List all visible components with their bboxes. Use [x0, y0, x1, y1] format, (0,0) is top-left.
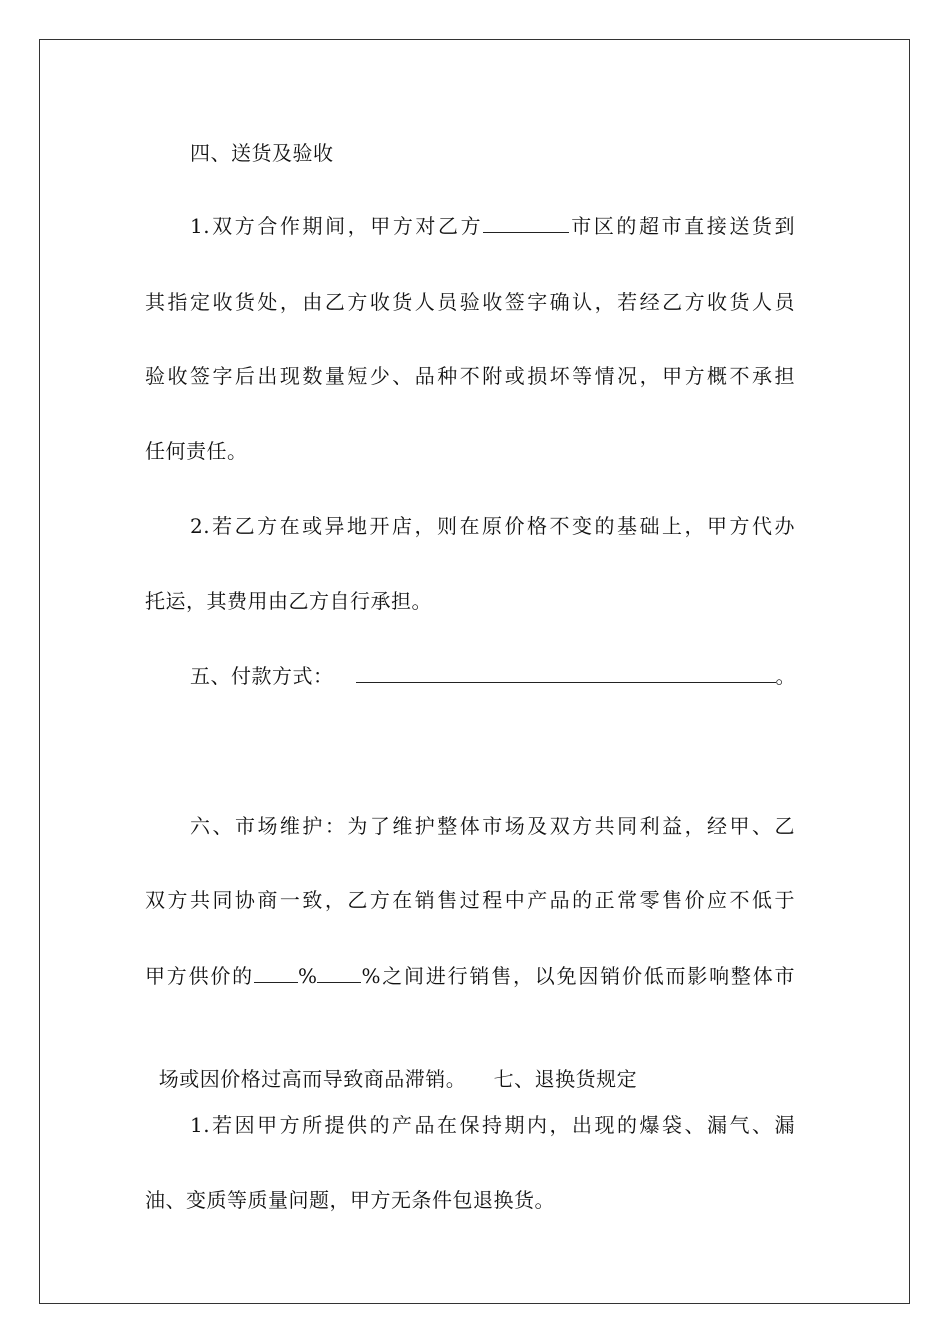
paragraph-line: 油、变质等质量问题，甲方无条件包退换货。: [145, 1188, 555, 1212]
blank-field-percent-low: [254, 962, 298, 983]
paragraph-line: 其指定收货处，由乙方收货人员验收签字确认，若经乙方收货人员: [145, 290, 795, 314]
section-heading-payment: 五、付款方式： 。: [190, 664, 796, 688]
paragraph-line: 甲方供价的 % %之间进行销售，以免因销价低而影响整体市: [145, 964, 795, 988]
paragraph-line: 双方共同协商一致，乙方在销售过程中产品的正常零售价应不低于: [145, 888, 795, 912]
paragraph-line: 验收签字后出现数量短少、品种不附或损坏等情况，甲方概不承担: [145, 364, 795, 388]
paragraph-line: 任何责任。: [145, 439, 248, 463]
blank-field-payment: [356, 662, 776, 683]
blank-field-city: [483, 212, 569, 233]
blank-field-percent-high: [317, 962, 361, 983]
paragraph-line: 场或因价格过高而导致商品滞销。 七、退换货规定: [158, 1067, 638, 1091]
paragraph-line: 托运，其费用由乙方自行承担。: [145, 589, 432, 613]
section-heading-market: 六、市场维护：为了维护整体市场及双方共同利益，经甲、乙: [190, 814, 795, 838]
paragraph-line: 1.若因甲方所提供的产品在保持期内，出现的爆袋、漏气、漏: [190, 1113, 795, 1137]
section-heading-delivery: 四、送货及验收: [190, 141, 334, 165]
paragraph-line: 1.双方合作期间，甲方对乙方 市区的超市直接送货到: [190, 214, 796, 238]
paragraph-line: 2.若乙方在或异地开店，则在原价格不变的基础上，甲方代办: [190, 514, 795, 538]
